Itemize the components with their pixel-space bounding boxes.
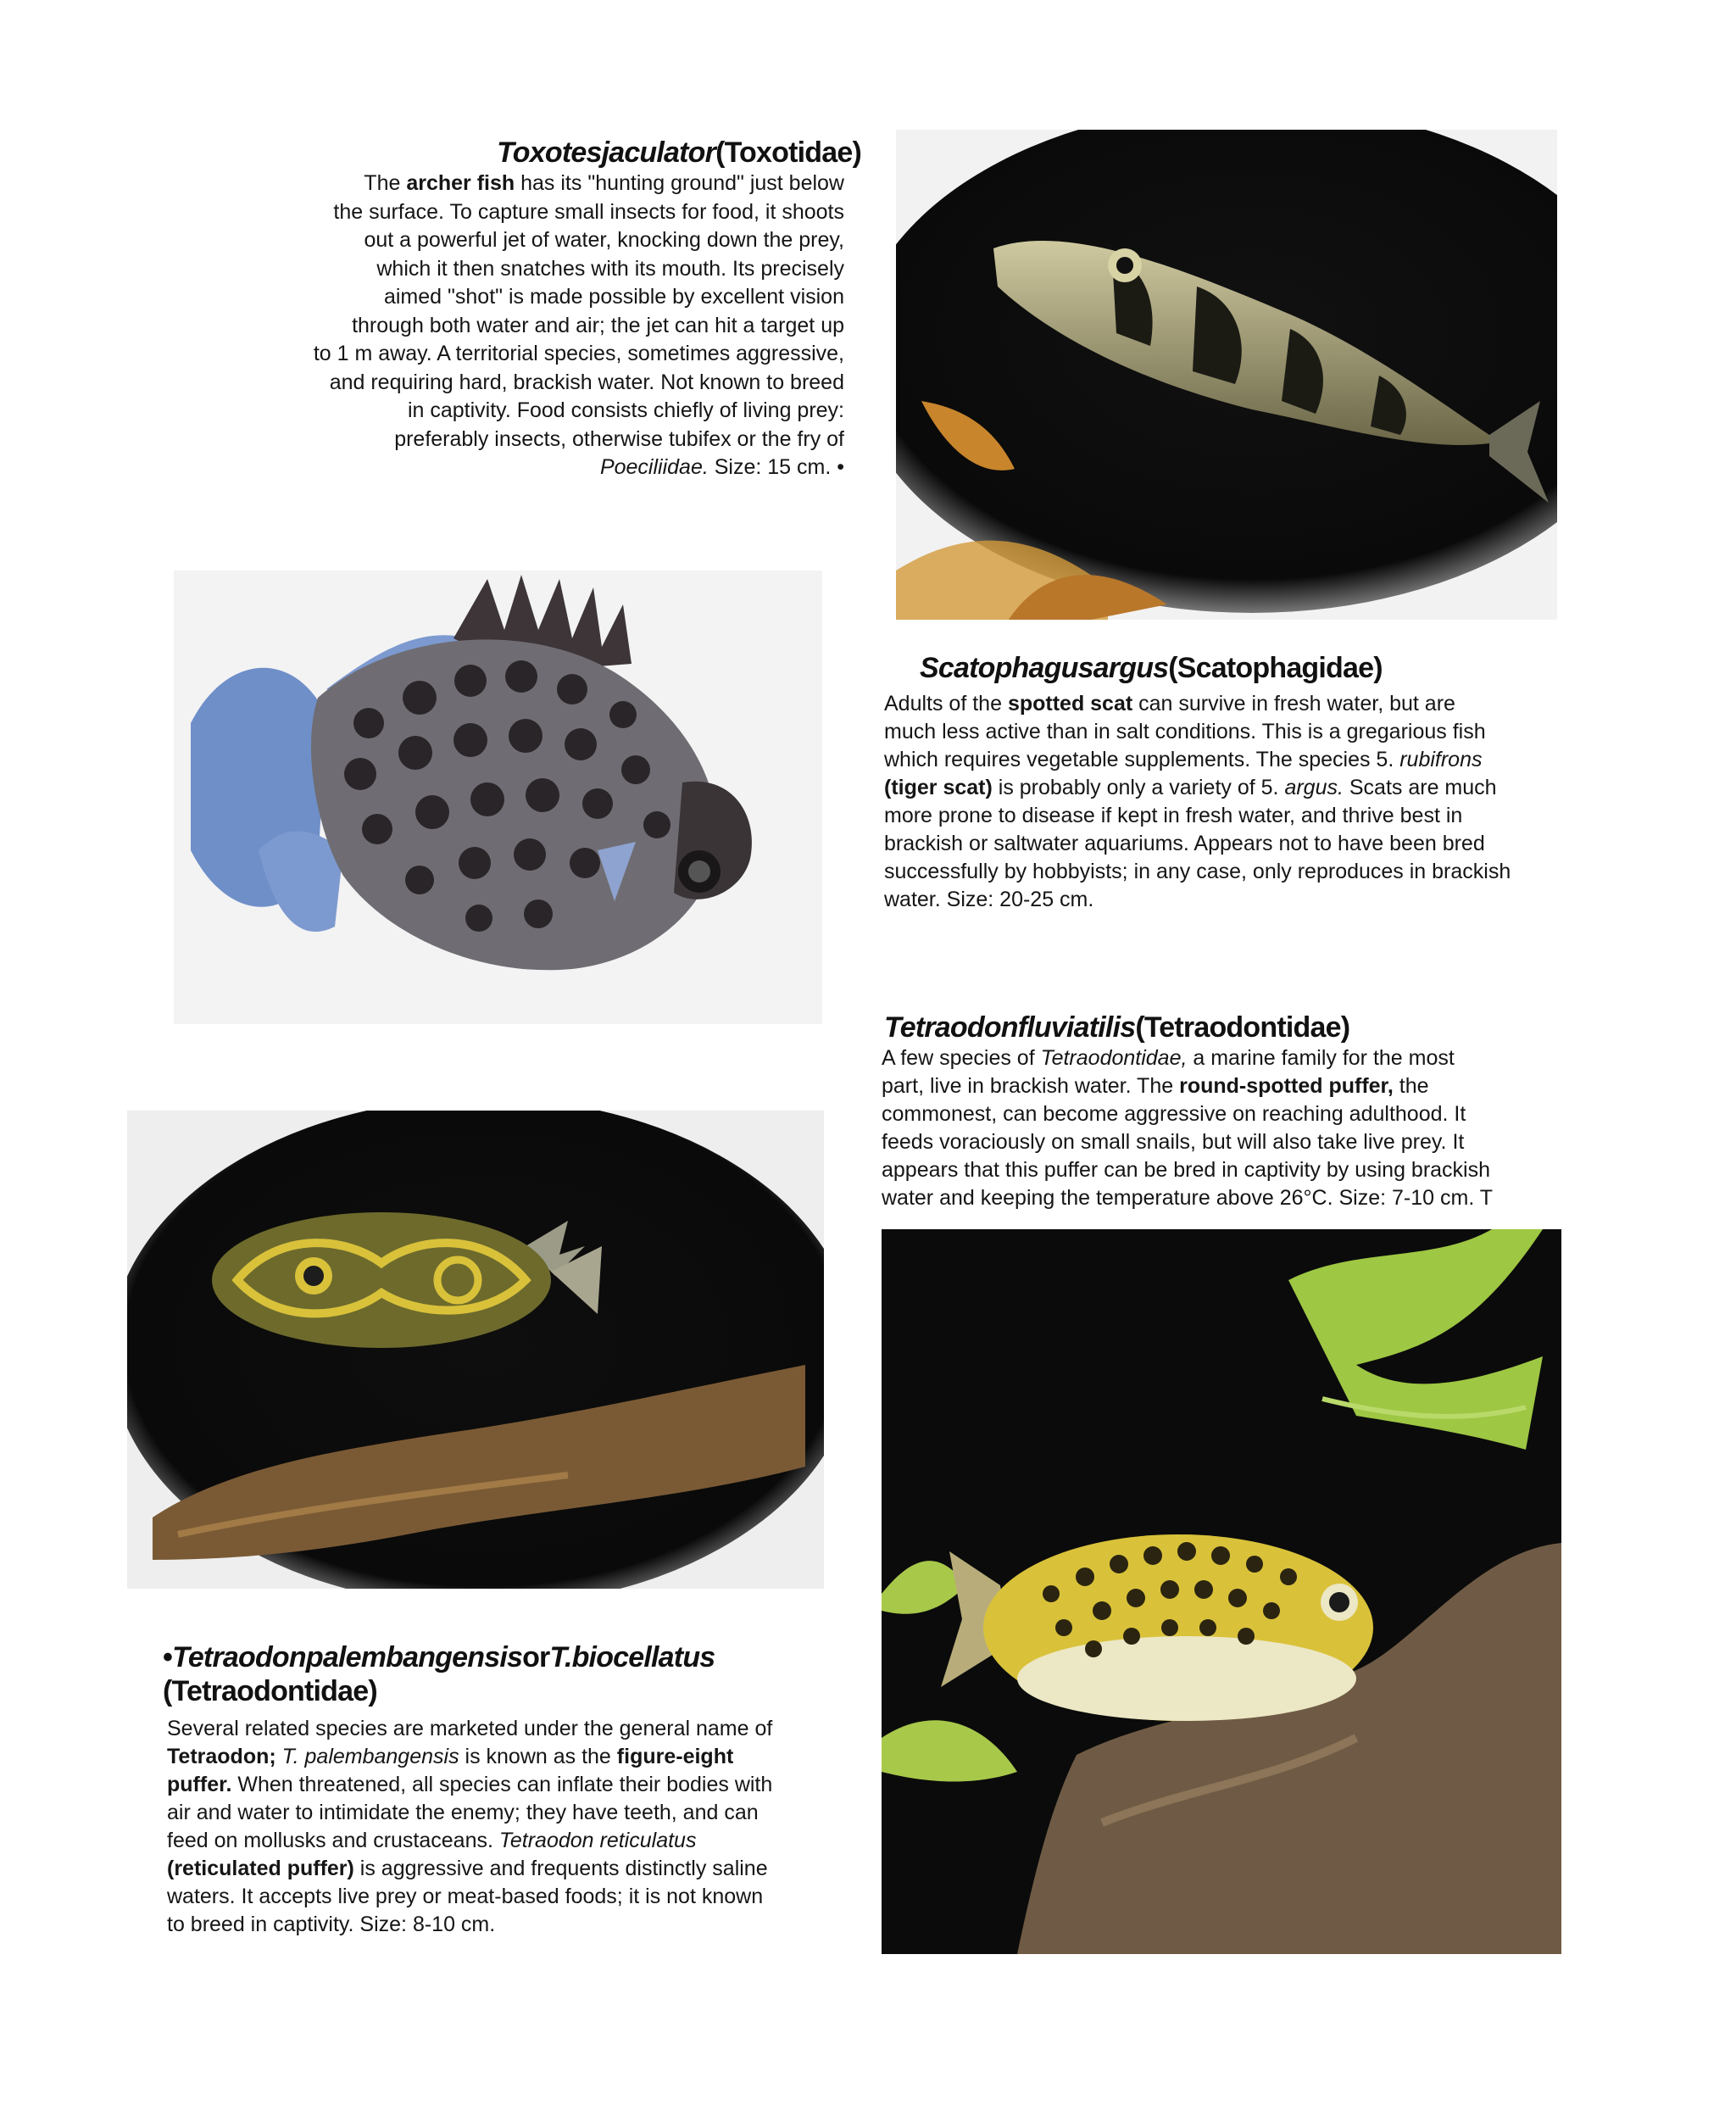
text-line xyxy=(882,1044,1566,1072)
text-run: out a powerful jet of water, knocking down the prey, xyxy=(364,228,844,252)
text-run: much less active than in salt conditions. This is a gregarious fish xyxy=(884,720,1486,743)
text-line xyxy=(254,170,844,198)
palembang-heading xyxy=(163,1640,841,1674)
text-line xyxy=(882,1184,1566,1212)
text-line xyxy=(254,255,844,284)
italic-term: Tetraodontidae, xyxy=(1040,1046,1188,1070)
text-line xyxy=(167,1799,841,1827)
text-line xyxy=(254,198,844,227)
text-line xyxy=(167,1855,841,1883)
text-run: water and keeping the temperature above 26°C. Size: 7-10 cm. T xyxy=(882,1186,1494,1210)
italic-term: argus. xyxy=(1284,776,1344,799)
text-line xyxy=(882,1156,1566,1184)
text-line xyxy=(254,226,844,255)
text-line xyxy=(254,369,844,398)
text-line xyxy=(254,426,844,454)
text-run: A few species of xyxy=(882,1046,1041,1070)
text-line xyxy=(254,283,844,312)
text-line xyxy=(167,1827,841,1855)
spotted-scat-illustration xyxy=(174,571,822,1024)
palembang-section xyxy=(163,1640,841,1939)
text-run xyxy=(276,1745,282,1768)
archer-heading xyxy=(254,136,861,170)
text-line xyxy=(167,1911,841,1939)
scat-section xyxy=(884,651,1562,914)
text-line xyxy=(884,830,1562,858)
text-line xyxy=(167,1883,841,1911)
text-line xyxy=(167,1743,841,1771)
archer-heading-family: (Toxotidae) xyxy=(715,136,861,169)
archer-fish-illustration xyxy=(896,130,1557,620)
archer-description xyxy=(254,170,861,482)
scat-heading-family: (Scatophagidae) xyxy=(1168,652,1383,684)
text-run: feed on mollusks and crustaceans. xyxy=(167,1829,499,1852)
text-line xyxy=(884,858,1562,886)
text-run: preferably insects, otherwise tubifex or the fry of xyxy=(394,426,844,451)
text-run: and requiring hard, brackish water. Not known to breed xyxy=(329,370,844,394)
scat-heading xyxy=(884,651,1562,685)
figure-eight-puffer-photo xyxy=(127,1111,824,1589)
fluviatilis-description xyxy=(880,1044,1566,1212)
scat-description xyxy=(884,690,1562,914)
archer-fish-photo xyxy=(896,130,1557,620)
text-run: which requires vegetable supplements. The species 5. xyxy=(884,748,1400,771)
italic-term: Tetraodon reticulatus xyxy=(498,1829,697,1852)
bold-term: archer fish xyxy=(406,171,515,195)
text-run: Size: 15 cm. • xyxy=(708,455,844,479)
bold-term: figure-eight xyxy=(616,1745,734,1768)
italic-term: rubifrons xyxy=(1399,748,1483,771)
text-line xyxy=(254,312,844,341)
text-run: Scats are much xyxy=(1343,776,1497,799)
fluviatilis-heading-family: (Tetraodontidae) xyxy=(1135,1011,1350,1044)
text-run: The xyxy=(364,171,407,195)
italic-term: T. palembangensis xyxy=(281,1745,459,1768)
scat-heading-scientific: Scatophagusargus xyxy=(920,652,1169,684)
fluviatilis-section xyxy=(880,1011,1566,1212)
round-spotted-puffer-photo xyxy=(882,1229,1561,1954)
text-run: brackish or saltwater aquariums. Appears not to have been bred xyxy=(884,832,1485,855)
archer-heading-scientific: Toxotesjaculator xyxy=(497,136,716,169)
bold-term: round-spotted puffer, xyxy=(1179,1074,1394,1098)
text-run: water. Size: 20-25 cm. xyxy=(884,888,1094,911)
bold-term: (tiger scat) xyxy=(884,776,993,799)
text-run: is known as the xyxy=(459,1745,617,1768)
text-line xyxy=(882,1072,1566,1100)
text-run: through both water and air; the jet can hit a target up xyxy=(352,313,844,337)
archer-section xyxy=(254,136,861,482)
bold-term: spotted scat xyxy=(1007,692,1133,715)
text-run: part, live in brackish water. The xyxy=(882,1074,1180,1098)
text-line xyxy=(882,1100,1566,1128)
fluviatilis-heading-scientific: Tetraodonfluviatilis xyxy=(884,1011,1136,1044)
text-run: successfully by hobbyists; in any case, only reproduces in brackish xyxy=(884,860,1511,883)
text-run: is probably only a variety of 5. xyxy=(992,776,1285,799)
text-run: waters. It accepts live prey or meat-based foods; it is not known xyxy=(167,1885,764,1908)
text-run: can survive in fresh water, but are xyxy=(1132,692,1455,715)
text-run: feeds voraciously on small snails, but will also take live prey. It xyxy=(882,1130,1465,1154)
text-run: a marine family for the most xyxy=(1187,1046,1455,1070)
bold-term: Tetraodon; xyxy=(167,1745,276,1768)
text-run: Several related species are marketed under the general name of xyxy=(167,1717,773,1740)
palembang-description xyxy=(163,1715,841,1939)
text-run: is aggressive and frequents distinctly saline xyxy=(353,1857,768,1880)
palembang-heading-scientific-1: Tetraodonpalembangensis xyxy=(172,1641,523,1673)
text-run: Adults of the xyxy=(884,692,1008,715)
text-run: which it then snatches with its mouth. Its precisely xyxy=(376,256,844,281)
text-line xyxy=(254,454,844,482)
bold-term: puffer. xyxy=(167,1773,232,1796)
text-line xyxy=(884,718,1562,746)
text-line xyxy=(884,774,1562,802)
bold-term: (reticulated puffer) xyxy=(167,1857,354,1880)
text-run: has its "hunting ground" just below xyxy=(515,171,844,195)
text-line xyxy=(167,1771,841,1799)
text-run: air and water to intimidate the enemy; they have teeth, and can xyxy=(167,1801,759,1824)
text-line xyxy=(884,690,1562,718)
fluviatilis-heading xyxy=(880,1011,1566,1044)
text-run: to 1 m away. A territorial species, sometimes aggressive, xyxy=(313,342,844,365)
text-run: appears that this puffer can be bred in captivity by using brackish xyxy=(882,1158,1491,1182)
text-run: commonest, can become aggressive on reaching adulthood. It xyxy=(882,1102,1466,1126)
text-run: the xyxy=(1393,1074,1429,1098)
text-run: to breed in captivity. Size: 8-10 cm. xyxy=(167,1913,496,1936)
palembang-heading-family: (Tetraodontidae) xyxy=(163,1675,377,1707)
italic-term: Poeciliidae. xyxy=(599,455,709,479)
palembang-heading-bullet: • xyxy=(163,1641,173,1673)
figure-eight-puffer-illustration xyxy=(127,1111,824,1589)
text-line xyxy=(254,340,844,369)
palembang-heading-scientific-2: T.biocellatus xyxy=(549,1641,715,1673)
text-run: in captivity. Food consists chiefly of living prey: xyxy=(407,398,844,422)
text-line xyxy=(254,397,844,426)
text-run: When threatened, all species can inflate their bodies with xyxy=(231,1773,773,1796)
palembang-heading-or: or xyxy=(522,1641,550,1673)
text-run: aimed "shot" is made possible by excellent vision xyxy=(383,285,844,309)
text-line xyxy=(882,1128,1566,1156)
text-line xyxy=(167,1715,841,1743)
text-run: the surface. To capture small insects for food, it shoots xyxy=(333,199,844,224)
text-line xyxy=(884,802,1562,830)
round-spotted-puffer-illustration xyxy=(882,1229,1561,1954)
text-line xyxy=(884,886,1562,914)
text-run: more prone to disease if kept in fresh water, and thrive best in xyxy=(884,804,1463,827)
spotted-scat-photo xyxy=(174,571,822,1024)
text-line xyxy=(884,746,1562,774)
